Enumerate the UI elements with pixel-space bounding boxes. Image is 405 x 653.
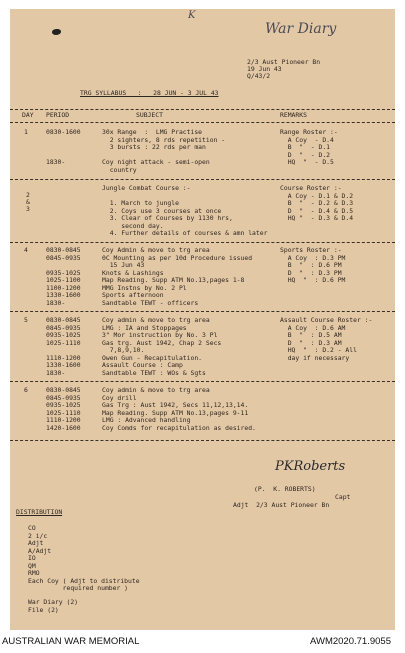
remarks-cell: D " - D.4 & D.5 (280, 206, 354, 215)
distribution-item: Adjt (28, 539, 44, 547)
distribution-item: CO (28, 524, 36, 532)
period-cell: 0830-1600 (46, 128, 81, 136)
period-cell: 1330-1600 (46, 291, 81, 299)
document-sheet (10, 9, 395, 630)
document-reference: Q/43/2 (247, 72, 271, 80)
subject-cell: MMG Instns by No. 2 Pl (102, 283, 187, 292)
distribution-heading: DISTRIBUTION (16, 508, 63, 516)
remarks-cell: A Coy : D.6 AM (280, 323, 346, 332)
subject-cell: LMG : Advanced handling (102, 416, 191, 424)
subject-cell: Map Reading. Supp ATM No.13,pages 9-11 (102, 408, 249, 417)
period-cell: 0830-0845 (46, 316, 81, 324)
period-cell: 1110-1200 (46, 353, 81, 362)
distribution-item: required number ) (28, 584, 129, 592)
period-cell: 1830- (46, 368, 66, 377)
remarks-cell: Assault Course Roster :- (280, 316, 373, 324)
handwritten-k: K (188, 10, 196, 21)
subject-cell: 3. Clear of Courses by 1130 hrs, (102, 214, 233, 222)
subject-cell: Gas Trg : Aust 1942, Secs 11,12,13,14. (102, 401, 249, 409)
subject-cell: 15 Jun 43 (102, 261, 145, 269)
subject-cell: Sandtable TEWT - officers (102, 298, 199, 307)
day-number: 1 (24, 128, 28, 136)
period-cell: 0845-0935 (46, 393, 81, 402)
handwritten-war-diary: War Diary (265, 21, 337, 37)
remarks-cell: HQ " - D.5 (280, 158, 334, 166)
rule-header (10, 122, 395, 123)
subject-cell: 30x Range : LMG Practise (102, 128, 203, 136)
remarks-cell: Sports Roster :- (280, 246, 342, 254)
signatory-role: Adjt 2/3 Aust Pioneer Bn (233, 501, 330, 509)
unit-name: 2/3 Aust Pioneer Bn (247, 58, 321, 66)
subject-cell: Coy Comds for recapitulation as desired. (102, 423, 256, 432)
period-cell: 0830-0845 (46, 386, 81, 394)
remarks-cell: HQ " : D.6 PM (280, 276, 346, 284)
subject-cell: Jungle Combat Course :- (102, 184, 191, 192)
handwritten-signature: PKRoberts (275, 459, 346, 474)
distribution-item: QM (28, 561, 36, 570)
day-number: & (26, 198, 30, 206)
remarks-cell: B " : D.5 AM (280, 331, 342, 339)
subject-cell: 7,8,9,10. (102, 346, 145, 354)
period-cell: 0935-1025 (46, 331, 81, 339)
period-cell: 1830- (46, 298, 66, 307)
period-cell: 1100-1200 (46, 283, 81, 292)
remarks-cell: D " : D.3 PM (280, 268, 342, 277)
period-cell: 0935-1025 (46, 401, 81, 409)
period-cell: 1025-1110 (46, 338, 81, 347)
subject-cell: 3" Mor instruction by No. 3 Pl (102, 331, 218, 339)
day-number: 5 (24, 316, 28, 324)
subject-cell: Owen Gun - Recapitulation. (102, 353, 203, 362)
subject-cell: LMG : IA and Stoppages (102, 323, 187, 332)
rule-top (10, 109, 395, 110)
subject-cell: Coy admin & move to trg area (102, 386, 210, 394)
rule-separator (10, 242, 395, 243)
subject-cell: 3 bursts : 22 rds per man (102, 143, 206, 151)
distribution-item: A/Adjt (28, 546, 52, 555)
rule-separator (10, 311, 395, 312)
remarks-cell: D " - D.2 (280, 150, 331, 159)
subject-cell: Coy admin & move to trg area (102, 316, 210, 324)
signatory-rank: Capt (335, 493, 351, 501)
rule-bottom (10, 440, 395, 441)
distribution-item: IO (28, 554, 36, 562)
period-cell: 0845-0935 (46, 323, 81, 332)
col-subject: SUBJECT (136, 111, 163, 119)
subject-cell: country (102, 165, 137, 174)
period-cell: 1830- (46, 158, 66, 166)
footer-institution: AUSTRALIAN WAR MEMORIAL (2, 636, 140, 647)
remarks-cell: Course Roster :- (280, 184, 342, 192)
remarks-cell: A Coy - D.1 & D.2 (280, 191, 354, 200)
distribution-item: File (2) (28, 605, 59, 614)
remarks-cell: HQ " : D.2 - All (280, 346, 357, 354)
period-cell: 1025-1100 (46, 276, 81, 284)
syllabus-title: TRG SYLLABUS : 28 JUN - 3 JUL 43 (80, 89, 219, 97)
period-cell: 0830-0845 (46, 246, 81, 254)
subject-cell: Coy drill (102, 393, 137, 402)
remarks-cell: B " - D.1 (280, 143, 331, 151)
col-day: DAY (22, 111, 34, 119)
remarks-cell: A Coy : D.3 PM (280, 253, 346, 262)
period-cell: 1025-1110 (46, 408, 81, 417)
subject-cell: 1. March to jungle (102, 199, 179, 207)
distribution-item: 2 i/c (28, 531, 48, 540)
col-remarks: REMARKS (280, 111, 307, 119)
subject-cell: Coy night attack - semi-open (102, 158, 210, 166)
day-number: 4 (24, 246, 28, 254)
subject-cell: Sports afternoon (102, 291, 164, 299)
remarks-cell: Range Roster :- (280, 128, 338, 136)
subject-cell: 2 sighters, 8 rds repetition - (102, 135, 226, 144)
document-date: 19 Jun 43 (247, 65, 282, 73)
footer-accession-number: AWM2020.71.9055 (310, 636, 391, 647)
ink-blot-mark (52, 29, 61, 35)
col-period: PERIOD (46, 111, 70, 119)
subject-cell: 2. Coys use 3 courses at once (102, 206, 222, 215)
period-cell: 1110-1200 (46, 416, 81, 424)
period-cell: 0845-0935 (46, 253, 81, 262)
period-cell: 0935-1025 (46, 268, 81, 277)
subject-cell: second day. (102, 221, 164, 230)
rule-separator (10, 179, 395, 180)
subject-cell: Coy Admin & move to trg area (102, 246, 210, 254)
subject-cell: Assault Course : Camp (102, 361, 183, 369)
remarks-cell: HQ " - D.3 & D.4 (280, 214, 354, 222)
day-number: 3 (26, 205, 30, 213)
archive-footer (0, 630, 405, 653)
distribution-item: War Diary (2) (28, 598, 79, 606)
remarks-cell: day if necessary (280, 353, 350, 362)
distribution-item: Each Coy ( Adjt to distribute (28, 576, 140, 585)
subject-cell: Knots & Lashings (102, 268, 164, 277)
period-cell: 1420-1600 (46, 423, 81, 432)
signatory-name: (P. K. ROBERTS) (254, 485, 316, 493)
subject-cell: Sandtable TEWT : WOs & Sgts (102, 368, 206, 377)
period-cell: 1330-1600 (46, 361, 81, 369)
remarks-cell: D " : D.3 AM (280, 338, 342, 347)
remarks-cell: A Coy - D.4 (280, 135, 334, 144)
remarks-cell: B " - D.2 & D.3 (280, 199, 354, 207)
subject-cell: 0C Mounting as per 10d Procedure issued (102, 253, 253, 262)
rule-separator (10, 381, 395, 382)
subject-cell: Map Reading. Supp ATM No.13,pages 1-8 (102, 276, 245, 284)
subject-cell: Gas trg. Aust 1942, Chap 2 Secs (102, 338, 222, 347)
remarks-cell: B " : D.6 PM (280, 261, 342, 269)
day-number: 2 (26, 191, 30, 199)
day-number: 6 (24, 386, 28, 394)
subject-cell: 4. Further details of courses & amn later (102, 229, 268, 237)
distribution-item: RMO (28, 569, 40, 577)
